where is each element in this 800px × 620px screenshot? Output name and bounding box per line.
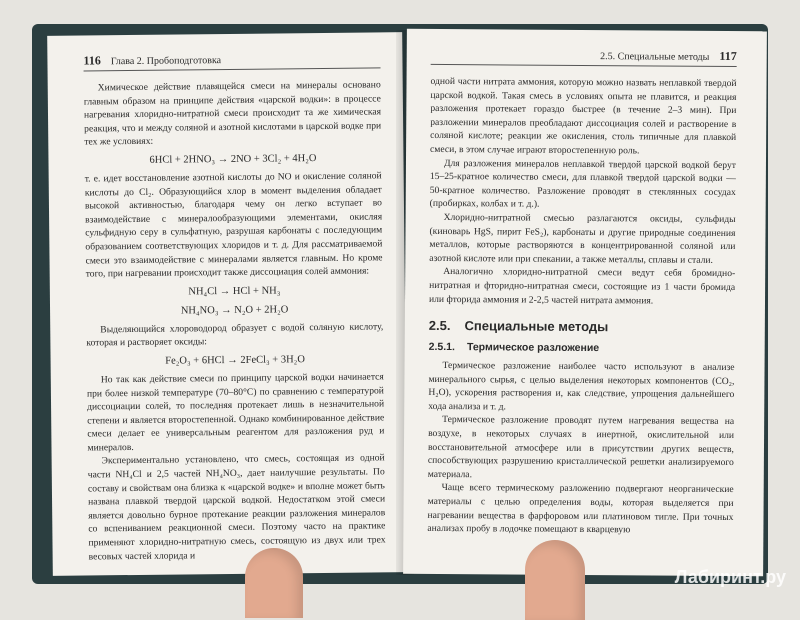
right-thumb <box>525 540 585 620</box>
paragraph: одной части нитрата аммония, которую можно назвать неплавкой твердой царской водкой. Такая смесь в условиях опыта не плавится, и реакция разложения протекает гораздо быстрее (в течение 2–3 мин). При разложении минералов преобладают диссоциация солей и растворение в соляной кислоте; реакции же окисления, столь типичные для плавкой смеси, в этом случае играют второстепенную роль. <box>430 75 737 157</box>
equation: 6HCl + 2HNO₃ → 2NO + 3Cl₂ + 4H₂O <box>149 153 317 166</box>
paragraph: Для разложения минералов неплавкой твердой царской водкой берут 15–25-кратное количество смеси, для плавкой твердой царской водки — 50-кратное количество. Разложение проводят в стеклянных сосудах (пробирках, колбах и т. д.). <box>429 157 737 211</box>
right-page <box>403 29 767 577</box>
right-page-number: 117 <box>719 48 737 64</box>
paragraph: Но так как действие смеси по принципу царской водки начинается при более низкой температуре (70–80°С) по сравнению с температурой диссоциации солей, то последняя протекает лишь в незначительной степени и является второстепенной. Однако комбинированное действие смеси делает ее универсальным реагентом для разложения руд и минералов. <box>86 371 385 454</box>
subsection-heading <box>429 341 735 355</box>
section-number: 2.5. <box>428 318 451 334</box>
paragraph: Химическое действие плавящейся смеси на минералы основано главным образом на принципе действия «царской водки»: в процессе нагревания хлоридно-нитратной смеси происходит та же химическая реакция, что и между соляной и азотной кислотами в царской водке при тех же условиях: <box>83 79 382 148</box>
left-head-title: Глава 2. Пробоподготовка <box>110 55 222 68</box>
section-title: Специальные методы <box>464 318 609 335</box>
paragraph: Чаще всего термическому разложению подвергают неорганические материалы с целью определения воды, которая выделяется при нагревании вещества в фарфоровом или платиновом тигле. При точных анализах пробу в лодочке помещают в кварцевую <box>427 482 734 536</box>
section-heading <box>429 318 735 335</box>
left-page-number: 116 <box>83 53 101 68</box>
equation: NH₄Cl → HCl + NH₃ <box>188 285 281 298</box>
left-running-head <box>83 50 380 71</box>
subsection-title: Термическое разложение <box>466 341 600 355</box>
paragraph: Хлоридно-нитратной смесью разлагаются оксиды, сульфиды (киноварь HgS, пирит FeS₂), карбонаты и другие природные соединения металлов, которые растворяются в концентрированной соляной или азотной кислоте или при спекании, а также металлы, сплавы и стали. <box>429 211 736 266</box>
right-running-head <box>431 47 737 67</box>
paragraph: т. е. идет восстановление азотной кислоты до NO и окисление соляной кислоты до Cl₂. Образующийся хлор в момент выделения обладает высокой активностью, благодаря чему он легко вступает во взаимодействие с минералообразующими элементами, окисляя сульфидную серу в сульфатную, разрушая карбонаты с последующим образованием соответствующих хлоридов и т. д. Для рассматриваемой смеси это взаимодействие с минералами является главным. Но кроме того, при нагревании происходит также диссоциация солей аммония: <box>84 170 383 280</box>
paragraph: Выделяющийся хлороводород образует с водой соляную кислоту, которая и растворяет оксиды: <box>86 321 384 349</box>
right-head-title: 2.5. Специальные методы <box>600 51 710 63</box>
paragraph: Аналогично хлоридно-нитратной смеси ведут себя бромидно-нитратная и фторидно-нитратная смеси, состоящие из 1 части бромида или фторида аммония и 2-2,5 частей нитрата аммония. <box>428 266 736 306</box>
paragraph: Экспериментально установлено, что смесь, состоящая из одной части NH₄Cl и 2,5 частей NH₄NO₃, дает наилучшие результаты. По составу и свойствам она близка к «царской водке» и вполне может быть названа плавкой твердой царской водкой. Недостатком этой смеси является довольно бурное протекание реакции разложения минералов со вспениванием реакционной смеси. Поэтому часто на практике применяют хлоридно-нитратную смесь, состоящую из двух или трех весовых частей хлорида и <box>87 452 386 563</box>
equation: Fe₂O₃ + 6HCl → 2FeCl₃ + 3H₂O <box>165 354 305 367</box>
subsection-number: 2.5.1. <box>428 341 456 354</box>
equation: NH₄NO₃ → N₂O + 2H₂O <box>180 304 289 317</box>
paragraph: Термическое разложение наиболее часто используют в анализе минерального сырья, с целью выделения некоторых компонентов (CO₂, H₂O), ускорения растворения и, как следствие, упрощения дальнейшего хода анализа и т. д. <box>428 360 735 413</box>
paragraph: Термическое разложение проводят путем нагревания вещества на воздухе, в некоторых случаях в инертной, окислительной или восстановительной атмосфере или в присутствии других веществ, способствующих разрушению кристаллической решетки анализируемого материала. <box>427 414 735 481</box>
left-page <box>47 32 408 576</box>
left-thumb <box>245 548 303 618</box>
watermark-logo: Лабиринт.ру <box>674 567 786 587</box>
